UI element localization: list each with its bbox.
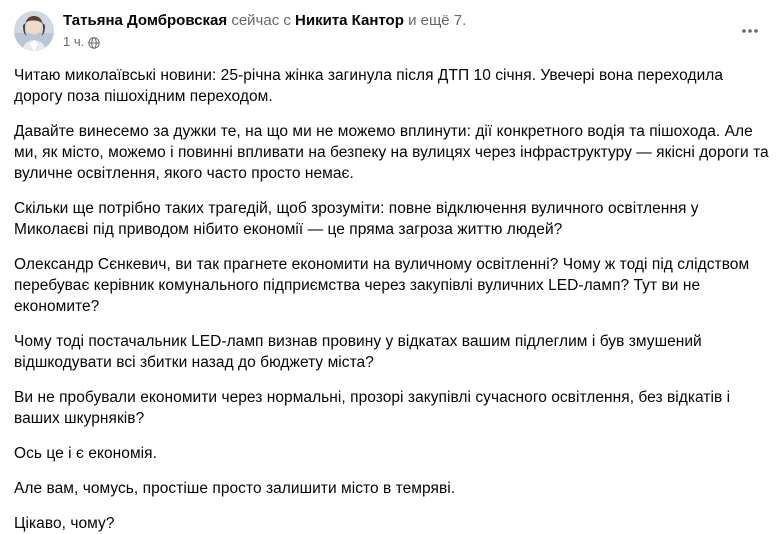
- post-paragraph: Ось це і є економія.: [14, 445, 157, 462]
- with-text: сейчас с: [231, 12, 291, 29]
- avatar[interactable]: [14, 11, 54, 51]
- post-paragraph: Цікаво, чому?: [14, 515, 115, 532]
- user-avatar-icon: [14, 11, 54, 51]
- post-timestamp[interactable]: 1 ч.: [63, 34, 85, 49]
- post-byline: [63, 11, 466, 31]
- others-text[interactable]: и ещё 7.: [408, 12, 467, 29]
- author-name[interactable]: Татьяна Домбровская: [63, 12, 228, 29]
- post-paragraph: Але вам, чомусь, простіше просто залишити місто в темряві.: [14, 480, 456, 497]
- post-header: [14, 10, 769, 56]
- cofeatured-name[interactable]: Никита Кантор: [295, 12, 404, 29]
- post-paragraph: Чому тоді постачальник LED-ламп визнав провину у відкатах вашим підлеглим і був змушений відшкодувати всі збитки назад до бюджету міста?: [14, 333, 702, 371]
- globe-icon: [88, 36, 100, 48]
- post-paragraph: Читаю миколаївські новини: 25-річна жінка загинула після ДТП 10 січня. Увечері вона переходила дорогу поза пішохідним переходом.: [14, 67, 724, 105]
- post-meta: [63, 33, 466, 51]
- post-paragraph: Ви не пробували економити через нормальні, прозорі закупівлі сучасного освітлення, без відкатів і ваших шкурняків?: [14, 389, 731, 427]
- post-paragraph: Олександр Сєнкевич, ви так прагнете економити на вуличному освітленні? Чому ж тоді під слідством перебуває керівник комунального підприємства через закупівлі вуличних LED-ламп? Тут ви не економите?: [14, 256, 750, 315]
- more-options-icon[interactable]: [735, 16, 765, 46]
- post-paragraph: Скільки ще потрібно таких трагедій, щоб зрозуміти: повне відключення вуличного освітлення у Миколаєві під приводом нібито економії — це пряма загроза життю людей?: [14, 200, 699, 238]
- post-header-text: [63, 10, 466, 51]
- post-body: [14, 65, 769, 534]
- post-paragraph: Давайте винесемо за дужки те, на що ми не можемо вплинути: дії конкретного водія та пішохода. Але ми, як місто, можемо і повинні впливати на безпеку на вулицях через інфраструктуру — якісні дороги та вуличне освітлення, якого часто просто немає.: [14, 123, 769, 182]
